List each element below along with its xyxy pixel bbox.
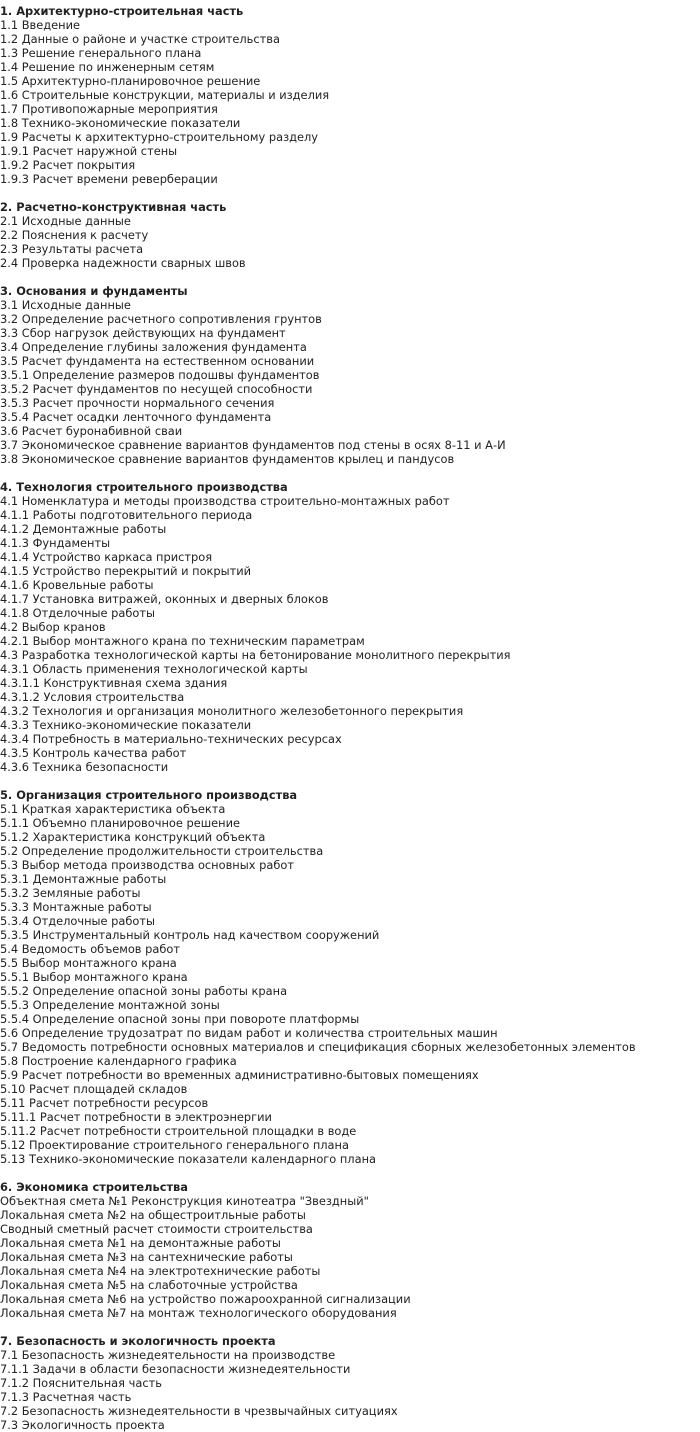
toc-item: 4.2.1 Выбор монтажного крана по техническим параметрам [0,634,365,648]
toc-item: 1.9 Расчеты к архитектурно-строительному разделу [0,130,319,144]
toc-item: 1.5 Архитектурно-планировочное решение [0,74,261,88]
toc-item: 5.11.2 Расчет потребности строительной площадки в воде [0,1124,357,1138]
toc-item: 3.3 Сбор нагрузок действующих на фундамент [0,326,286,340]
toc-item: 1.3 Решение генерального плана [0,46,202,60]
toc-item: 3.5.3 Расчет прочности нормального сечения [0,396,275,410]
toc-item: 5.3.3 Монтажные работы [0,900,152,914]
toc-item: 3.2 Определение расчетного сопротивления грунтов [0,312,322,326]
toc-item: 4.1.5 Устройство перекрытий и покрытий [0,564,252,578]
toc-item: 5.5 Выбор монтажного крана [0,956,177,970]
toc-section [0,1180,700,1320]
toc-item: 4.2 Выбор кранов [0,620,106,634]
toc-item: 1.9.3 Расчет времени реверберации [0,172,218,186]
toc-item: 5.11.1 Расчет потребности в электроэнергии [0,1110,272,1124]
toc-item: 1.2 Данные о районе и участке строительства [0,32,280,46]
section-heading: 7. Безопасность и экологичность проекта [0,1334,276,1348]
toc-item: Локальная смета №5 на слаботочные устройства [0,1278,298,1292]
section-heading: 4. Технология строительного производства [0,480,288,494]
toc-item: 4.1.6 Кровельные работы [0,578,154,592]
toc-item: 5.5.2 Определение опасной зоны работы крана [0,984,288,998]
toc-item: 1.1 Введение [0,18,81,32]
toc-item: 5.9 Расчет потребности во временных административно-бытовых помещениях [0,1068,479,1082]
toc-item: 4.3.4 Потребность в материально-технических ресурсах [0,732,342,746]
toc-item: 5.6 Определение трудозатрат по видам работ и количества строительных машин [0,1026,498,1040]
toc-item: 7.3 Экологичность проекта [0,1418,165,1432]
toc-item: 4.3.1 Область применения технологической карты [0,662,308,676]
toc-item: 4.3.2 Технология и организация монолитного железобетонного перекрытия [0,704,464,718]
toc-section [0,4,700,186]
toc-item: 7.1.2 Пояснительная часть [0,1376,162,1390]
toc-item: Локальная смета №4 на электротехнические работы [0,1264,321,1278]
section-heading: 6. Экономика строительства [0,1180,188,1194]
toc-item: 3.1 Исходные данные [0,298,131,312]
toc-item: 5.1 Краткая характеристика объекта [0,802,226,816]
toc-item: 3.5 Расчет фундамента на естественном основании [0,354,315,368]
toc-item: 3.8 Экономическое сравнение вариантов фундаментов крылец и пандусов [0,452,455,466]
toc-item: 4.1.7 Установка витражей, оконных и дверных блоков [0,592,329,606]
toc-item: 4.3.1.1 Конструктивная схема здания [0,676,228,690]
toc-item: 5.13 Технико-экономические показатели календарного плана [0,1152,376,1166]
toc-item: 5.10 Расчет площадей складов [0,1082,188,1096]
toc-item: 4.1.2 Демонтажные работы [0,522,167,536]
toc-item: Локальная смета №7 на монтаж технологического оборудования [0,1306,397,1320]
toc-item: 5.2 Определение продолжительности строительства [0,844,324,858]
toc-section [0,284,700,466]
toc-item: 5.11 Расчет потребности ресурсов [0,1096,209,1110]
toc-item: 5.3.5 Инструментальный контроль над качеством сооружений [0,928,380,942]
toc-item: 4.3.1.2 Условия строительства [0,690,185,704]
toc-item: 1.9.1 Расчет наружной стены [0,144,178,158]
toc-item: 2.1 Исходные данные [0,214,131,228]
toc-item: 3.7 Экономическое сравнение вариантов фундаментов под стены в осях 8-11 и А-И [0,438,506,452]
toc-item: 4.1 Номенклатура и методы производства строительно-монтажных работ [0,494,450,508]
toc-item: 2.2 Пояснения к расчету [0,228,149,242]
toc-item: 4.1.1 Работы подготовительного периода [0,508,253,522]
toc-item: 3.4 Определение глубины заложения фундамента [0,340,307,354]
toc-item: Сводный сметный расчет стоимости строительства [0,1222,313,1236]
toc-item: 3.6 Расчет буронабивной сваи [0,424,183,438]
toc-item: 7.1.3 Расчетная часть [0,1390,132,1404]
toc-item: 7.1.1 Задачи в области безопасности жизнедеятельности [0,1362,351,1376]
toc-item: 5.7 Ведомость потребности основных материалов и спецификация сборных железобетонных элементов [0,1040,636,1054]
toc-item: Локальная смета №2 на общестроитльные работы [0,1208,306,1222]
toc-section [0,200,700,270]
toc-item: 5.3.4 Отделочные работы [0,914,155,928]
toc-item: 5.5.4 Определение опасной зоны при повороте платформы [0,1012,360,1026]
toc-item: 3.5.2 Расчет фундаментов по несущей способности [0,382,313,396]
toc-item: 5.5.3 Определение монтажной зоны [0,998,220,1012]
toc-item: 5.1.1 Объемно планировочное решение [0,816,241,830]
toc-item: 1.4 Решение по инженерным сетям [0,60,215,74]
toc-item: 4.1.3 Фундаменты [0,536,111,550]
toc-item: 4.3 Разработка технологической карты на бетонирование монолитного перекрытия [0,648,511,662]
section-heading: 3. Основания и фундаменты [0,284,188,298]
toc-item: Локальная смета №6 на устройство пожароохранной сигнализации [0,1292,411,1306]
toc-item: 3.5.4 Расчет осадки ленточного фундамента [0,410,272,424]
toc-item: 5.12 Проектирование строительного генерального плана [0,1138,349,1152]
section-heading: 5. Организация строительного производства [0,788,298,802]
toc-section [0,480,700,774]
toc-item: 5.1.2 Характеристика конструкций объекта [0,830,266,844]
toc-item: 2.4 Проверка надежности сварных швов [0,256,246,270]
toc-item: 7.2 Безопасность жизнедеятельности в чрезвычайных ситуациях [0,1404,398,1418]
toc-item: 3.5.1 Определение размеров подошвы фундаментов [0,368,320,382]
toc-section [0,788,700,1166]
toc-item: 1.8 Технико-экономические показатели [0,116,241,130]
toc-item: 5.3.2 Земляные работы [0,886,141,900]
toc-item: 4.1.8 Отделочные работы [0,606,155,620]
toc-item: 1.7 Противопожарные мероприятия [0,102,218,116]
toc-item: 5.3 Выбор метода производства основных работ [0,858,294,872]
toc-item: Локальная смета №1 на демонтажные работы [0,1236,281,1250]
toc-item: 1.9.2 Расчет покрытия [0,158,136,172]
toc-item: 5.5.1 Выбор монтажного крана [0,970,188,984]
toc-item: 5.8 Построение календарного графика [0,1054,237,1068]
toc-item: 4.3.3 Технико-экономические показатели [0,718,252,732]
toc-item: 4.3.6 Техника безопасности [0,760,169,774]
section-heading: 2. Расчетно-конструктивная часть [0,200,227,214]
toc-item: 1.6 Строительные конструкции, материалы и изделия [0,88,330,102]
toc-item: 2.3 Результаты расчета [0,242,144,256]
toc-section [0,1334,700,1432]
section-heading: 1. Архитектурно-строительная часть [0,4,244,18]
toc-item: 5.3.1 Демонтажные работы [0,872,167,886]
toc-item: 5.4 Ведомость объемов работ [0,942,180,956]
toc-item: 4.1.4 Устройство каркаса пристроя [0,550,213,564]
toc-item: 4.3.5 Контроль качества работ [0,746,187,760]
toc-item: Локальная смета №3 на сантехнические работы [0,1250,293,1264]
toc-item: 7.1 Безопасность жизнедеятельности на производстве [0,1348,336,1362]
toc-item: Объектная смета №1 Реконструкция кинотеатра "Звездный" [0,1194,369,1208]
